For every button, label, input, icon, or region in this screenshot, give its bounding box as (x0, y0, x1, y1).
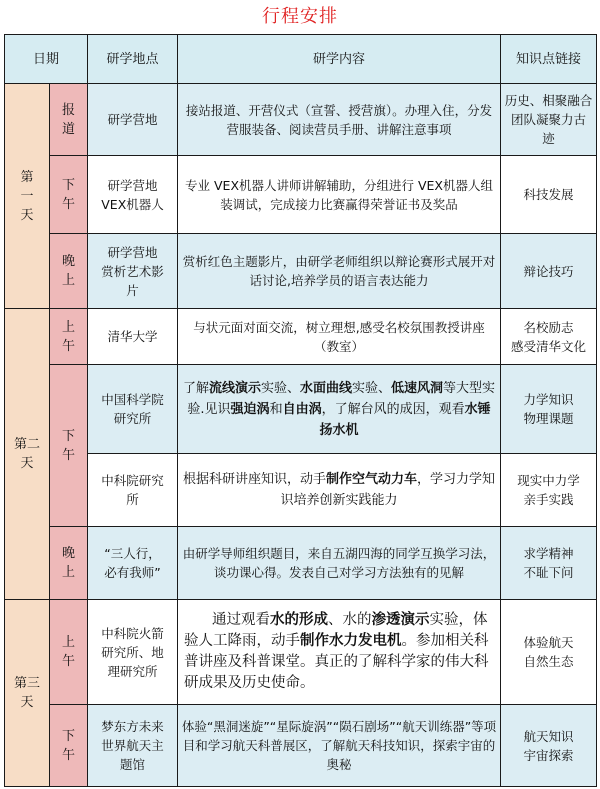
content-cell: 体验“黑洞迷旋”“星际旋涡”“陨石剧场”“航天训练器”等项目和学习航天科普展区，了解航天科技知识，探索宇宙的奥秘 (178, 705, 501, 787)
knowledge-cell: 现实中力学 亲手实践 (501, 454, 597, 527)
page-title: 行程安排 (262, 6, 338, 27)
place-cell: 研学营地 赏析艺术影 片 (88, 234, 178, 309)
content-cell: 由研学导师组织题目，来自五湖四海的同学互换学习法，谈功课心得。发表自己对学习方法独有的见解 (178, 527, 501, 600)
segment-label: 报 道 (50, 84, 88, 156)
table-header-row (5, 35, 597, 84)
day2-label: 第二 天 (5, 309, 50, 600)
segment-label: 晚 上 (50, 234, 88, 309)
knowledge-cell: 体验航天 自然生态 (501, 600, 597, 705)
knowledge-cell: 力学知识 物理课题 (501, 365, 597, 454)
table-row (5, 156, 597, 234)
segment-label: 下 午 (50, 365, 88, 527)
table-row (5, 454, 597, 527)
content-cell: 专业 VEX机器人讲师讲解辅助，分组进行 VEX机器人组装调试，完成接力比赛赢得荣誉证书及奖品 (178, 156, 501, 234)
header-date: 日期 (5, 35, 88, 84)
schedule-table (4, 34, 597, 787)
knowledge-cell: 辩论技巧 (501, 234, 597, 309)
place-cell: “三人行， 必有我师” (88, 527, 178, 600)
segment-label: 下 午 (50, 705, 88, 787)
segment-label: 晚 上 (50, 527, 88, 600)
table-row (5, 84, 597, 156)
knowledge-cell: 科技发展 (501, 156, 597, 234)
table-row (5, 365, 597, 454)
content-cell: 根据科研讲座知识，动手制作空气动力车，学习力学知识培养创新实践能力 (178, 454, 501, 527)
table-row (5, 234, 597, 309)
table-row (5, 527, 597, 600)
content-cell: 了解流线演示实验、水面曲线实验、低速风洞等大型实验.见识强迫涡和自由涡，了解台风的成因，观看水锤扬水机 (178, 365, 501, 454)
table-row (5, 600, 597, 705)
place-cell: 中国科学院 研究所 (88, 365, 178, 454)
content-cell: 通过观看水的形成、水的渗透演示实验，体验人工降雨，动手制作水力发电机。参加相关科普讲座及科普课堂。真正的了解科学家的伟大科研成果及历史使命。 (178, 600, 501, 705)
knowledge-cell: 求学精神 不耻下问 (501, 527, 597, 600)
place-cell: 中科院火箭 研究所、地 理研究所 (88, 600, 178, 705)
place-cell: 研学营地 (88, 84, 178, 156)
place-cell: 中科院研究 所 (88, 454, 178, 527)
knowledge-cell: 名校励志 感受清华文化 (501, 309, 597, 365)
day1-label: 第 一 天 (5, 84, 50, 309)
place-cell: 梦东方未来 世界航天主 题馆 (88, 705, 178, 787)
table-row (5, 309, 597, 365)
knowledge-cell: 历史、相聚融合 团队凝聚力古 迹 (501, 84, 597, 156)
header-knowledge: 知识点链接 (501, 35, 597, 84)
content-cell: 接站报道、开营仪式（宣誓、授营旗）。办理入住，分发营服装备、阅读营员手册、讲解注意事项 (178, 84, 501, 156)
segment-label: 上 午 (50, 600, 88, 705)
segment-label: 上 午 (50, 309, 88, 365)
table-row (5, 705, 597, 787)
content-cell: 与状元面对面交流，树立理想,感受名校氛围教授讲座（教室） (178, 309, 501, 365)
place-cell: 研学营地 VEX机器人 (88, 156, 178, 234)
content-cell: 赏析红色主题影片，由研学老师组织以辩论赛形式展开对话讨论,培养学员的语言表达能力 (178, 234, 501, 309)
header-place: 研学地点 (88, 35, 178, 84)
segment-label: 下 午 (50, 156, 88, 234)
header-content: 研学内容 (178, 35, 501, 84)
day3-label: 第三 天 (5, 600, 50, 787)
knowledge-cell: 航天知识 宇宙探索 (501, 705, 597, 787)
place-cell: 清华大学 (88, 309, 178, 365)
